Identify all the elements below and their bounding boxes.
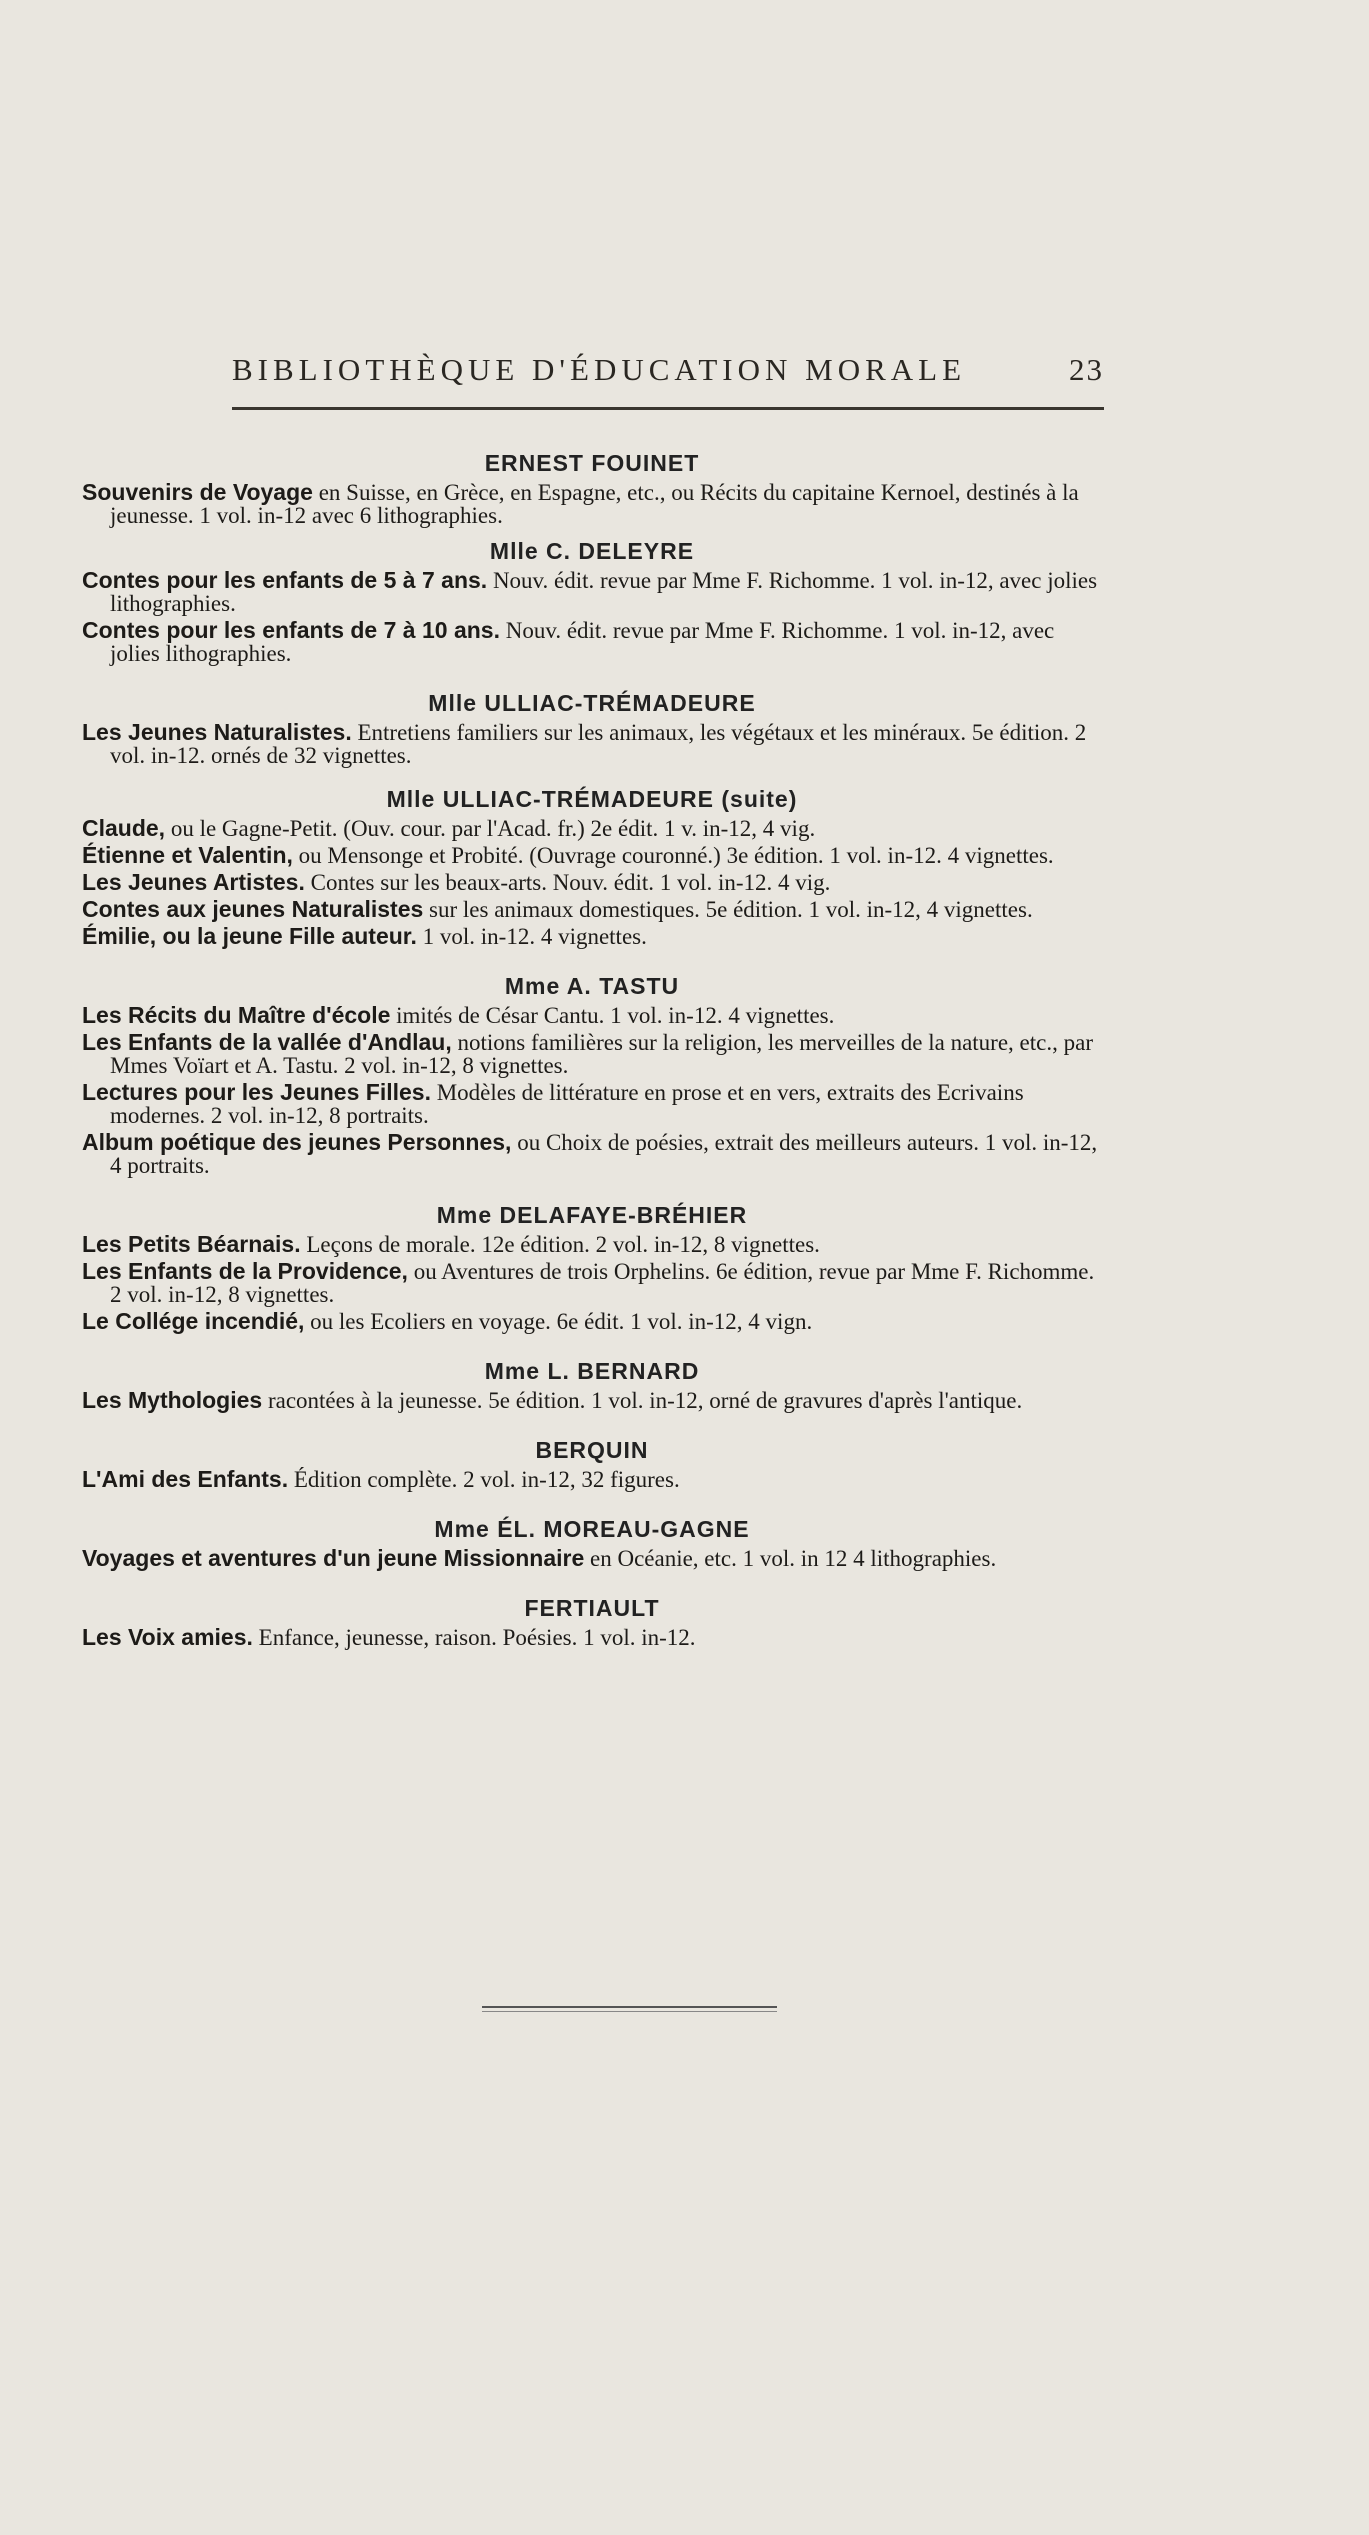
author-heading: Mme DELAFAYE-BRÉHIER	[436, 1202, 748, 1228]
catalog-entry	[82, 481, 1102, 527]
book-description: en Suisse, en Grèce, en Espagne, etc., ou Récits du capitaine Kernoel, destinés à la jeunesse. 1 vol. in-12 avec 6 lithographies.	[110, 480, 1079, 528]
book-description: notions familières sur la religion, les merveilles de la nature, etc., par Mmes Voïart et A. Tastu. 2 vol. in-12, 8 vignettes.	[110, 1030, 1093, 1078]
catalog-entry	[82, 1260, 1102, 1306]
catalog-entry	[82, 619, 1102, 665]
book-title: Voyages et aventures d'un jeune Missionnaire	[82, 1545, 585, 1571]
book-description: Contes sur les beaux-arts. Nouv. édit. 1 vol. in-12. 4 vig.	[304, 870, 831, 895]
footer-rule-thin	[482, 2011, 777, 2012]
book-description: Enfance, jeunesse, raison. Poésies. 1 vol. in-12.	[252, 1625, 696, 1650]
author-heading: FERTIAULT	[524, 1595, 660, 1621]
author-heading: BERQUIN	[535, 1437, 649, 1463]
book-description: Nouv. édit. revue par Mme F. Richomme. 1 vol. in-12, avec jolies lithographies.	[110, 568, 1098, 616]
book-description: ou le Gagne-Petit. (Ouv. cour. par l'Acad. fr.) 2e édit. 1 v. in-12, 4 vig.	[165, 816, 816, 841]
author-heading: ERNEST FOUINET	[484, 450, 700, 476]
book-title: Les Jeunes Naturalistes.	[82, 719, 352, 745]
catalog-entry	[82, 1468, 1102, 1491]
catalog-entry	[82, 1233, 1102, 1256]
book-description: sur les animaux domestiques. 5e édition. 1 vol. in-12, 4 vignettes.	[423, 897, 1033, 922]
author-heading: Mme ÉL. MOREAU-GAGNE	[434, 1516, 750, 1542]
catalog-entry	[82, 1004, 1102, 1027]
book-title: Les Jeunes Artistes.	[82, 869, 305, 895]
catalog-entry	[82, 1626, 1102, 1649]
catalog-content	[82, 443, 1102, 1653]
book-title: Les Enfants de la Providence,	[82, 1258, 408, 1284]
header-title: BIBLIOTHÈQUE D'ÉDUCATION MORALE	[232, 352, 967, 387]
book-title: Claude,	[82, 815, 166, 841]
catalog-entry	[82, 871, 1102, 894]
author-heading: Mlle ULLIAC-TRÉMADEURE (suite)	[386, 786, 798, 812]
catalog-entry	[82, 1389, 1102, 1412]
book-description: Édition complète. 2 vol. in-12, 32 figures.	[288, 1467, 680, 1492]
book-description: ou Mensonge et Probité. (Ouvrage couronné.) 3e édition. 1 vol. in-12. 4 vignettes.	[292, 843, 1054, 868]
author-heading: Mme A. TASTU	[504, 973, 680, 999]
catalog-entry	[82, 925, 1102, 948]
book-description: ou Choix de poésies, extrait des meilleurs auteurs. 1 vol. in-12, 4 portraits.	[110, 1130, 1098, 1178]
book-title: Émilie, ou la jeune Fille auteur.	[82, 923, 417, 949]
header-rule	[232, 407, 1104, 410]
book-description: Nouv. édit. revue par Mme F. Richomme. 1 vol. in-12, avec jolies lithographies.	[110, 618, 1055, 666]
author-heading: Mlle C. DELEYRE	[489, 538, 695, 564]
catalog-entry	[82, 1131, 1102, 1177]
book-description: en Océanie, etc. 1 vol. in 12 4 lithographies.	[584, 1546, 997, 1571]
book-title: Les Récits du Maître d'école	[82, 1002, 391, 1028]
book-description: ou les Ecoliers en voyage. 6e édit. 1 vol. in-12, 4 vign.	[304, 1309, 813, 1334]
book-title: L'Ami des Enfants.	[82, 1466, 289, 1492]
book-title: Les Enfants de la vallée d'Andlau,	[82, 1029, 452, 1055]
book-title: Souvenirs de Voyage	[82, 479, 313, 505]
book-description: Entretiens familiers sur les animaux, les végétaux et les minéraux. 5e édition. 2 vol. in-12. ornés de 32 vignettes.	[110, 720, 1087, 768]
book-title: Contes pour les enfants de 5 à 7 ans.	[82, 567, 488, 593]
footer-rule	[482, 2006, 777, 2008]
book-title: Les Mythologies	[82, 1387, 263, 1413]
catalog-entry	[82, 898, 1102, 921]
catalog-entry	[82, 1547, 1102, 1570]
book-title: Les Voix amies.	[82, 1624, 253, 1650]
book-title: Contes aux jeunes Naturalistes	[82, 896, 424, 922]
book-title: Les Petits Béarnais.	[82, 1231, 301, 1257]
book-title: Étienne et Valentin,	[82, 842, 293, 868]
book-title: Contes pour les enfants de 7 à 10 ans.	[82, 617, 500, 643]
book-title: Album poétique des jeunes Personnes,	[82, 1129, 512, 1155]
book-description: racontées à la jeunesse. 5e édition. 1 vol. in-12, orné de gravures d'après l'antique.	[262, 1388, 1023, 1413]
catalog-entry	[82, 844, 1102, 867]
book-title: Le Collége incendié,	[82, 1308, 305, 1334]
author-heading: Mme L. BERNARD	[484, 1358, 700, 1384]
catalog-entry	[82, 1310, 1102, 1333]
catalog-entry	[82, 721, 1102, 767]
book-title: Lectures pour les Jeunes Filles.	[82, 1079, 431, 1105]
book-description: 1 vol. in-12. 4 vignettes.	[416, 924, 647, 949]
book-description: ou Aventures de trois Orphelins. 6e édition, revue par Mme F. Richomme. 2 vol. in-12, 8 vignettes.	[110, 1259, 1095, 1307]
book-description: Leçons de morale. 12e édition. 2 vol. in-12, 8 vignettes.	[300, 1232, 820, 1257]
catalog-entry	[82, 1031, 1102, 1077]
catalog-entry	[82, 1081, 1102, 1127]
page-number: 23	[1069, 352, 1104, 387]
book-description: Modèles de littérature en prose et en vers, extraits des Ecrivains modernes. 2 vol. in-12, 8 portraits.	[110, 1080, 1024, 1128]
book-description: imités de César Cantu. 1 vol. in-12. 4 vignettes.	[390, 1003, 835, 1028]
catalog-entry	[82, 817, 1102, 840]
author-heading: Mlle ULLIAC-TRÉMADEURE	[428, 690, 756, 716]
catalog-entry	[82, 569, 1102, 615]
